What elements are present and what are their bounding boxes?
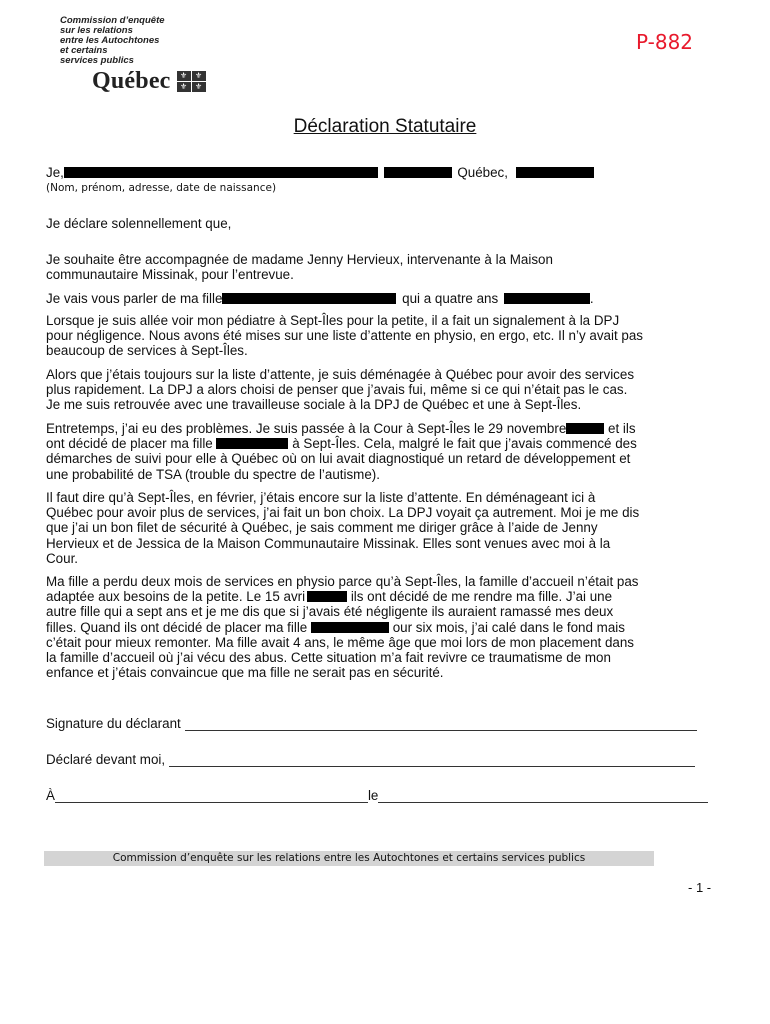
commission-logo <box>60 16 250 95</box>
redaction-bar <box>216 438 288 449</box>
footer-commission-bar: Commission d’enquête sur les relations entre les Autochtones et certains services publics <box>44 851 654 866</box>
redaction-bar <box>566 423 604 434</box>
declared-before-row: Déclaré devant moi, <box>46 752 695 767</box>
redaction-bar <box>307 591 347 602</box>
redaction-bar <box>222 293 396 304</box>
paragraph-1: Je souhaite être accompagnée de madame Jenny Hervieux, intervenante à la Maison communautaire Missinak, pour l’entrevue. <box>46 252 553 283</box>
redaction-bar <box>64 167 378 178</box>
place-date-row: À le <box>46 788 708 803</box>
fleur-de-lis-flag-icon: ⚜ ⚜ ⚜ ⚜ <box>177 71 206 92</box>
paragraph-4: Alors que j’étais toujours sur la liste d’attente, je suis déménagée à Québec pour avoir des services plus rapidement. La DPJ a alors choisi de penser que j’avais fui, même si ce qui n’était pas le cas. Je me suis retrouvée avec une travailleuse sociale à la DPJ de Québec et une à Sept-Îles. <box>46 367 635 413</box>
date-field[interactable] <box>378 791 708 803</box>
identity-hint: (Nom, prénom, adresse, date de naissance) <box>46 182 277 194</box>
declarant-signature-row: Signature du déclarant <box>46 716 697 731</box>
document-title: Déclaration Statutaire <box>293 116 477 137</box>
place-field[interactable] <box>55 791 368 803</box>
redaction-bar <box>504 293 590 304</box>
redaction-bar <box>516 167 594 178</box>
declarant-signature-field[interactable] <box>185 719 697 731</box>
quebec-wordmark: Québec ⚜ ⚜ ⚜ ⚜ <box>92 68 250 95</box>
redaction-bar <box>384 167 452 178</box>
paragraph-3: Lorsque je suis allée voir mon pédiatre à Sept-Îles pour la petite, il a fait un signalement à la DPJ pour négligence. Nous avons été mises sur une liste d’attente en physio, en ergo, etc. Il n’y avait pas beaucoup de services à Sept-Îles. <box>46 313 643 359</box>
declaration-intro: Je déclare solennellement que, <box>46 216 232 231</box>
paragraph-6: Il faut dire qu’à Sept-Îles, en février, j’étais encore sur la liste d’attente. En déménageant ici à Québec pour avoir plus de services, j’ai fait un bon choix. La DPJ voyait ça autrement. Moi je me dis que j’ai un bon filet de sécurité à Québec, je sais comment me diriger grâce à l’aide de Jenny Hervieux et de Jessica de la Maison Communautaire Missinak. Elles sont venues avec moi à la Cour. <box>46 490 640 566</box>
identity-line: Je, Québec, <box>46 165 594 180</box>
page-number: - 1 - <box>688 880 712 895</box>
commissioner-signature-field[interactable] <box>169 755 695 767</box>
redaction-bar <box>311 622 389 633</box>
paragraph-5: Entretemps, j’ai eu des problèmes. Je suis passée à la Cour à Sept-Îles le 29 novembre et ils ont décidé de placer ma fille à Sept-Îles. Cela, malgré le fait que j’avais commencé des démarches de suivi pour elle à Québec où on lui avait diagnostiqué un retard de développement et une probabilité de TSA (trouble du spectre de l’autisme). <box>46 421 637 482</box>
paragraph-2: Je vais vous parler de ma fille qui a quatre ans . <box>46 291 594 306</box>
logo-text: Commission d’enquête sur les relations entre les Autochtones et certains services publics <box>60 15 165 66</box>
paragraph-7: Ma fille a perdu deux mois de services en physio parce qu’à Sept-Îles, la famille d’accueil n’était pas adaptée aux besoins de la petite. Le 15 avri ils ont décidé de me rendre ma fille. J’ai une autre fille qui a sept ans et je me dis que si j’avais été négligente ils auraient ramassé mes deux filles. Quand ils ont décidé de placer ma fille our six mois, j’ai calé dans le fond mais c’était pour mieux remonter. Ma fille avait 4 ans, le même âge que moi lors de mon placement dans la famille d’accueil où j’ai vécu des abus. Cette situation m’a fait revivre ce traumatisme de mon enfance et j’étais convaincue que ma fille ne serait pas en sécurité. <box>46 574 639 681</box>
exhibit-number: P-882 <box>636 30 694 54</box>
